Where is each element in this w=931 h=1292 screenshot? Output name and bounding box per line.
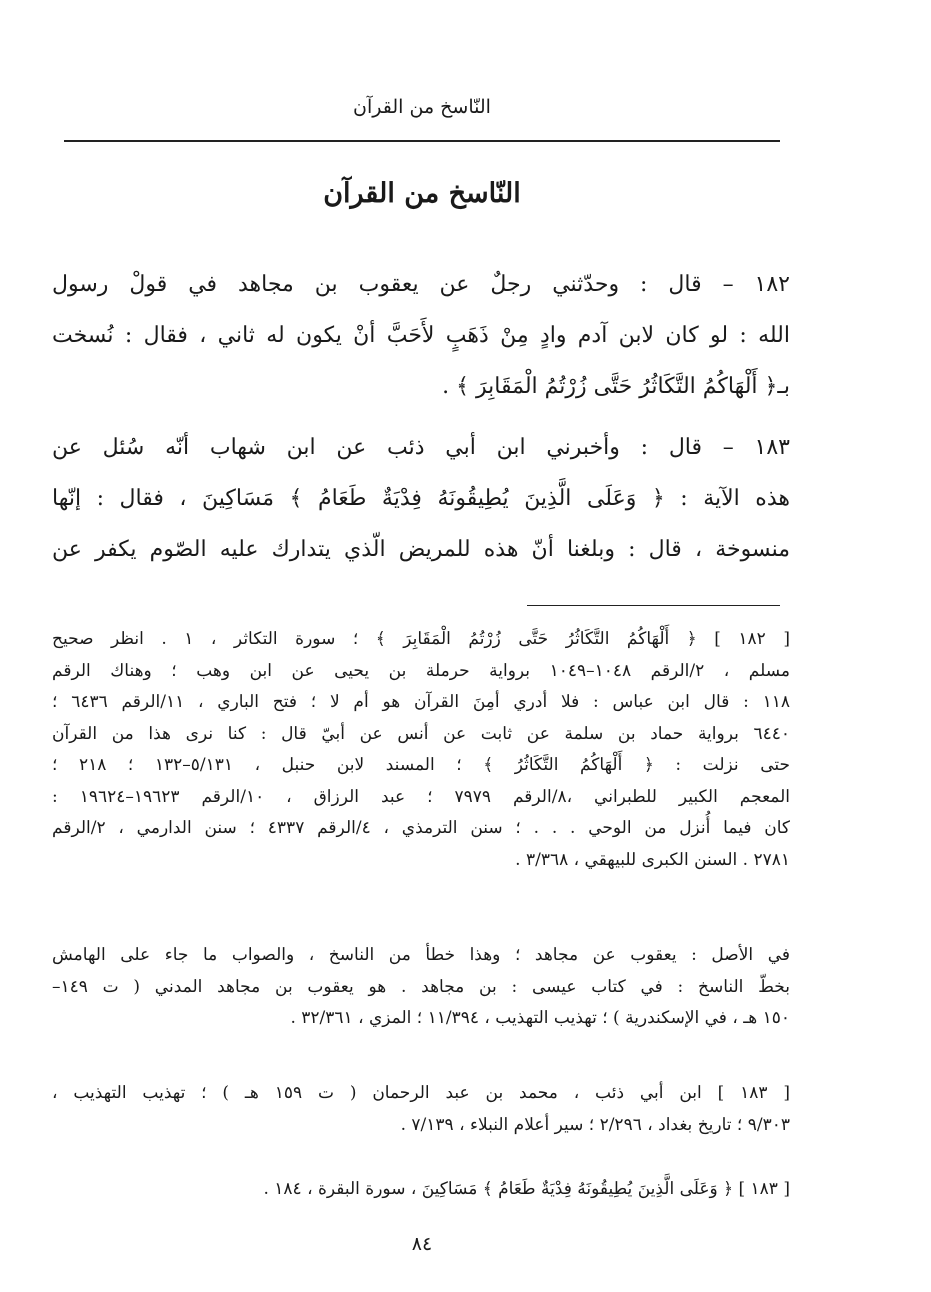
footnote-183-narrator [52,1078,790,1141]
text-line: منسوخة ، قال : وبلغنا أنّ هذه للمريض الّذي يتدارك عليه الصّوم يكفر عن [52,537,790,562]
footnote-line: المعجم الكبير للطبراني ،٨/الرقم ٧٩٧٩ ؛ عبد الرزاق ، ١٠/الرقم ١٩٦٢٣–١٩٦٢٤ : [52,786,790,807]
footnote-line: مسلم ، ٢/الرقم ١٠٤٨–١٠٤٩ برواية حرملة بن يحيى عن ابن وهب ؛ وهناك الرقم [52,660,791,681]
footnote-line: حتى نزلت : ﴿ أَلْهَاكُمُ التَّكَاثُرُ ﴾ ؛ المسند لابن حنبل ، ٥/١٣١–١٣٢ ؛ ٢١٨ ؛ [52,755,791,775]
paragraph-183 [52,422,790,575]
text-line: بـ﴿ أَلْهَاكُمُ التَّكَاثُرُ حَتَّى زُرْتُمُ الْمَقَابِرَ ﴾ . [442,374,790,399]
footnote-line: ٢٧٨١ . السنن الكبرى للبيهقي ، ٣/٣٦٨ . [515,849,790,870]
footnote-line: [ ١٨٢ ] ﴿ أَلْهَاكُمُ التَّكَاثُرُ حَتَّى زُرْتُمُ الْمَقَابِرَ ﴾ ؛ سورة التكاثر ، ١ . انظر صحيح [52,629,790,649]
footnote-line: ٦٤٤٠ برواية حماد بن سلمة عن ثابت عن أنس عن أبيّ قال : كنا نرى هذا من القرآن [52,723,790,744]
footnote-182-correction [52,940,790,1035]
paragraph-182 [52,259,790,412]
running-head: النّاسخ من القرآن [353,96,491,118]
footnote-line: ٩/٣٠٣ ؛ تاريخ بغداد ، ٢/٢٩٦ ؛ سير أعلام النبلاء ، ٧/١٣٩ . [400,1114,790,1135]
text-line: ١٨٢ – قال : وحدّثني رجلٌ عن يعقوب بن مجاهد في قولْ رسول [52,272,790,297]
text-line: هذه الآية : ﴿ وَعَلَى الَّذِينَ يُطِيقُونَهُ فِدْيَةٌ طَعَامُ ﴾ مَسَاكِينَ ، فقال : إنّها [52,486,790,511]
page-number: ٨٤ [411,1233,433,1255]
footnote-line: [ ١٨٣ ] ﴿ وَعَلَى الَّذِينَ يُطِيقُونَهُ فِدْيَةٌ طَعَامُ ﴾ مَسَاكِينَ ، سورة البقرة ، ١٨٤ . [263,1179,790,1199]
chapter-title: النّاسخ من القرآن [323,178,521,209]
text-line: ١٨٣ – قال : وأخبرني ابن أبي ذئب عن ابن شهاب أنّه سُئل عن [52,435,790,460]
footnote-182 [52,624,790,876]
footnote-line: [ ١٨٣ ] ابن أبي ذئب ، محمد بن عبد الرحمان ( ت ١٥٩ هـ ) ؛ تهذيب التهذيب ، [52,1083,790,1103]
footnote-line: في الأصل : يعقوب عن مجاهد ؛ وهذا خطأ من الناسخ ، والصواب ما جاء على الهامش [52,945,790,965]
footnote-line: ١٥٠ هـ ، في الإسكندرية ) ؛ تهذيب التهذيب ، ١١/٣٩٤ ؛ المزي ، ٣٢/٣٦١ . [290,1008,790,1028]
footnote-183-verse [52,1174,790,1206]
footnote-separator [527,605,780,606]
footnote-line: ١١٨ : قال ابن عباس : فلا أدري أمِنَ القرآن هو أم لا ؛ فتح الباري ، ١١/الرقم ٦٤٣٦ ؛ [52,692,791,712]
footnote-line: بخطّ الناسخ : في كتاب عيسى : بن مجاهد . هو يعقوب بن مجاهد المدني ( ت ١٤٩– [52,976,790,997]
text-line: الله : لو كان لابن آدم وادٍ مِنْ ذَهَبٍ لأَحَبَّ أنْ يكون له ثاني ، فقال : نُسخت [52,323,790,348]
header-rule [64,140,780,142]
footnote-line: كان فيما أُنزل من الوحي . . . ؛ سنن الترمذي ، ٤/الرقم ٤٣٣٧ ؛ سنن الدارمي ، ٢/الرقم [52,818,790,838]
